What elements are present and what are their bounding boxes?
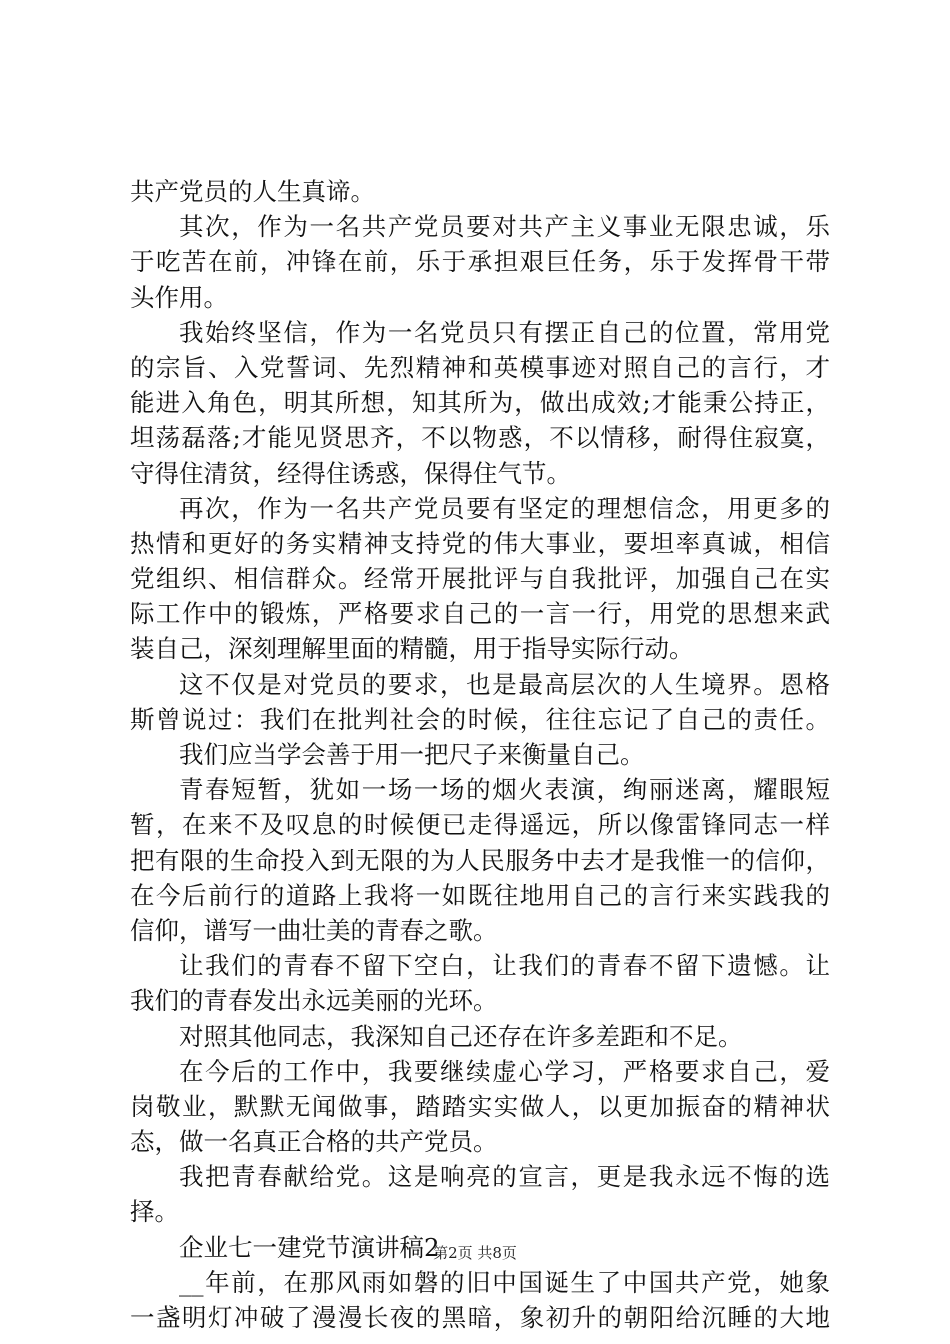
text-line: 让我们的青春不留下空白，让我们的青春不留下遗憾。让 — [179, 951, 830, 981]
text-line: 装自己，深刻理解里面的精髓，用于指导实际行动。 — [130, 634, 694, 664]
text-line: 于吃苦在前，冲锋在前，乐于承担艰巨任务，乐于发挥骨干带 — [130, 247, 830, 277]
section-heading: 企业七一建党节演讲稿2 — [179, 1232, 440, 1262]
text-line: 择。 — [130, 1197, 179, 1227]
text-line: 暂，在来不及叹息的时候便已走得遥远，所以像雷锋同志一样 — [130, 810, 830, 840]
text-line: 再次，作为一名共产党员要有坚定的理想信念，用更多的 — [179, 493, 830, 523]
text-line: 信仰，谱写一曲壮美的青春之歌。 — [130, 915, 498, 945]
text-line: 的宗旨、入党誓词、先烈精神和英模事迹对照自己的言行，才 — [130, 352, 830, 382]
text-line: 我们应当学会善于用一把尺子来衡量自己。 — [179, 740, 645, 769]
text-line: 斯曾说过：我们在批判社会的时候，往往忘记了自己的责任。 — [130, 704, 830, 734]
text-line: 守得住清贫，经得住诱惑，保得住气节。 — [130, 458, 571, 488]
text-line: 我们的青春发出永远美丽的光环。 — [130, 986, 498, 1016]
text-line: 对照其他同志，我深知自己还存在许多差距和不足。 — [179, 1021, 743, 1051]
text-line: __年前，在那风雨如磐的旧中国诞生了中国共产党，她象 — [179, 1267, 830, 1297]
text-line: 我把青春献给党。这是响亮的宣言，更是我永远不悔的选 — [179, 1162, 830, 1192]
text-line: 坦荡磊落;才能见贤思齐，不以物惑，不以情移，耐得住寂寞， — [130, 423, 830, 453]
text-line: 在今后的工作中，我要继续虚心学习，严格要求自己，爱 — [179, 1056, 830, 1086]
text-line: 热情和更好的务实精神支持党的伟大事业，要坦率真诚，相信 — [130, 528, 830, 558]
text-line: 把有限的生命投入到无限的为人民服务中去才是我惟一的信仰， — [130, 845, 830, 875]
text-line: 头作用。 — [130, 282, 228, 312]
text-line: 岗敬业，默默无闻做事，踏踏实实做人，以更加振奋的精神状 — [130, 1091, 830, 1121]
text-line: 共产党员的人生真谛。 — [130, 177, 375, 206]
text-line: 青春短暂，犹如一场一场的烟火表演，绚丽迷离，耀眼短 — [179, 775, 830, 805]
text-line: 我始终坚信，作为一名党员只有摆正自己的位置，常用党 — [179, 317, 830, 347]
text-line: 际工作中的锻炼，严格要求自己的一言一行，用党的思想来武 — [130, 599, 830, 629]
text-line: 一盏明灯冲破了漫漫长夜的黑暗，象初升的朝阳给沉睡的大地 — [130, 1303, 830, 1332]
text-line: 这不仅是对党员的要求，也是最高层次的人生境界。恩格 — [179, 669, 830, 699]
text-line: 在今后前行的道路上我将一如既往地用自己的言行来实践我的 — [130, 880, 830, 910]
text-line: 态，做一名真正合格的共产党员。 — [130, 1127, 498, 1157]
text-line: 其次，作为一名共产党员要对共产主义事业无限忠诚，乐 — [179, 212, 830, 242]
text-line: 党组织、相信群众。经常开展批评与自我批评，加强自己在实 — [130, 564, 830, 594]
document-body — [130, 174, 830, 1335]
text-line: 能进入角色，明其所想，知其所为，做出成效;才能秉公持正， — [130, 388, 830, 418]
page-number-footer: 第2页 共8页 — [433, 1244, 517, 1262]
